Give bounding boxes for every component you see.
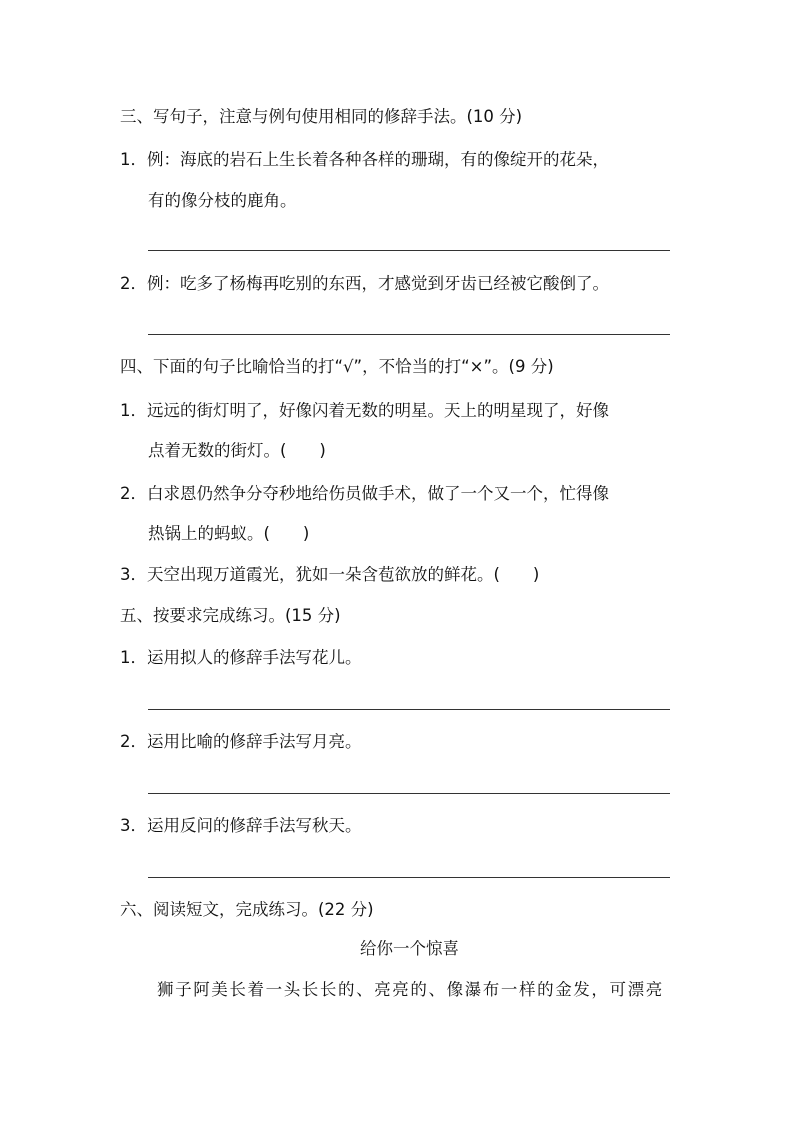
answer-line[interactable] [148, 793, 670, 794]
s5-q2: 2．运用比喻的修辞手法写月亮。 [120, 732, 362, 751]
passage-line: 狮子阿美长着一头长长的、亮亮的、像瀑布一样的金发，可漂亮 [157, 980, 664, 999]
s3-q1-line2: 有的像分枝的鹿角。 [148, 191, 297, 210]
answer-line[interactable] [148, 250, 670, 251]
section-5-heading: 五、按要求完成练习。(15 分) [120, 606, 341, 625]
s4-q1-line2: 点着无数的街灯。( ) [148, 441, 326, 460]
passage-title: 给你一个惊喜 [360, 939, 459, 958]
section-3-heading: 三、写句子，注意与例句使用相同的修辞手法。(10 分) [120, 107, 523, 126]
s3-q2: 2．例：吃多了杨梅再吃别的东西，才感觉到牙齿已经被它酸倒了。 [120, 274, 609, 293]
section-6-heading: 六、阅读短文，完成练习。(22 分) [120, 900, 374, 919]
s4-q3: 3．天空出现万道霞光，犹如一朵含苞欲放的鲜花。( ) [120, 565, 540, 584]
section-4-heading: 四、下面的句子比喻恰当的打“√”，不恰当的打“×”。(9 分) [120, 357, 554, 376]
s4-q1-line1: 1．远远的街灯明了，好像闪着无数的明星。天上的明星现了，好像 [120, 401, 609, 420]
s3-q1-line1: 1．例：海底的岩石上生长着各种各样的珊瑚，有的像绽开的花朵， [120, 150, 609, 169]
s4-q2-line1: 2．白求恩仍然争分夺秒地给伤员做手术，做了一个又一个，忙得像 [120, 484, 609, 503]
answer-line[interactable] [148, 877, 670, 878]
s5-q1: 1．运用拟人的修辞手法写花儿。 [120, 648, 362, 667]
s5-q3: 3．运用反问的修辞手法写秋天。 [120, 816, 362, 835]
s4-q2-line2: 热锅上的蚂蚁。( ) [148, 524, 310, 543]
answer-line[interactable] [148, 334, 670, 335]
answer-line[interactable] [148, 709, 670, 710]
